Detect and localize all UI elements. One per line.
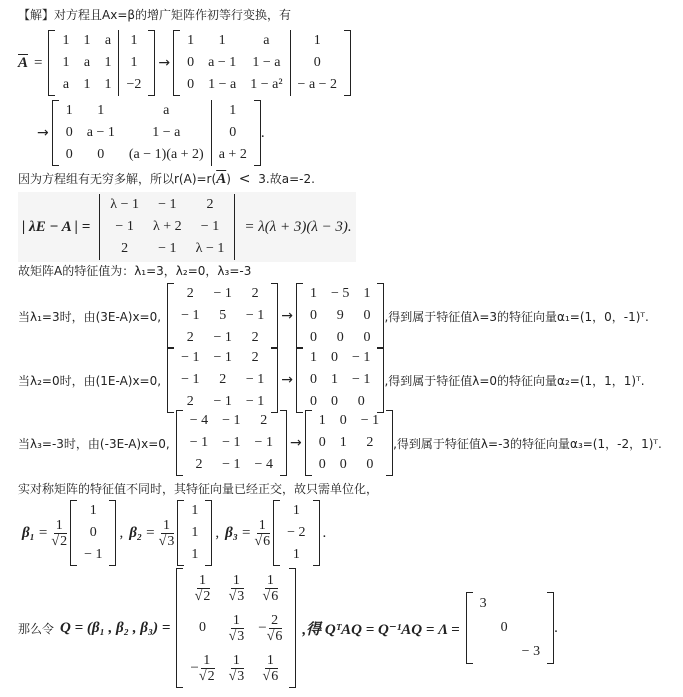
left-bracket bbox=[296, 347, 303, 413]
beta-name: β₃ bbox=[225, 524, 238, 541]
left-bracket bbox=[167, 283, 174, 349]
matrix-cell bbox=[473, 616, 494, 640]
matrix-cell: − 4 bbox=[254, 457, 273, 472]
unit-vectors-row bbox=[22, 500, 332, 566]
right-bracket bbox=[344, 30, 351, 96]
right-bracket bbox=[377, 347, 384, 413]
left-bracket bbox=[48, 30, 55, 96]
q-definition: Q = (β₁ , β₂ , β₃) = bbox=[60, 619, 171, 636]
matrix-cell: − 1 bbox=[213, 286, 232, 301]
matrix-grid bbox=[103, 194, 231, 260]
matrix-cell: 1 bbox=[97, 103, 105, 118]
equals-sign: = bbox=[241, 524, 251, 541]
matrix-cell: 1 bbox=[211, 100, 254, 122]
matrix-cell: 2 bbox=[186, 394, 194, 409]
matrix-cell: 2 bbox=[206, 197, 214, 212]
matrix-cell: λ + 2 bbox=[152, 219, 182, 234]
reduction-row-2 bbox=[34, 100, 265, 166]
matrix-cell: a − 1 bbox=[86, 125, 115, 140]
case-2-reduced bbox=[296, 347, 384, 413]
matrix-cell: − 1 bbox=[222, 413, 241, 428]
char-poly-row bbox=[18, 192, 356, 262]
arrow-icon: → bbox=[281, 308, 294, 324]
matrix-cell: 0 bbox=[500, 620, 508, 635]
case-1-row bbox=[18, 283, 649, 349]
matrix-cell: 1 − a bbox=[152, 125, 181, 140]
matrix-cell: − 1 bbox=[181, 372, 200, 387]
matrix-cell bbox=[183, 568, 221, 608]
matrix-cell: 1 bbox=[191, 503, 199, 518]
intro-line bbox=[18, 6, 291, 23]
arrow-icon: → bbox=[289, 435, 302, 451]
matrix-cell: 2 bbox=[251, 286, 259, 301]
numerator: 1 bbox=[266, 652, 274, 668]
equals-sign: = bbox=[38, 524, 48, 541]
matrix-cell: a bbox=[104, 33, 112, 48]
matrix-cell: 1 − a bbox=[208, 77, 237, 92]
numerator: 1 bbox=[232, 652, 240, 668]
rank-a-bar: $\overline{A}$ bbox=[216, 171, 227, 187]
arrow-icon: → bbox=[281, 372, 294, 388]
matrix-cell: 1 bbox=[119, 30, 148, 52]
matrix-cell: 1 bbox=[218, 33, 226, 48]
final-pre-text: 那么令 bbox=[18, 621, 55, 636]
matrix-cell: a bbox=[83, 55, 91, 70]
matrix-cell: λ − 1 bbox=[195, 241, 225, 256]
matrix-cell: 1 bbox=[292, 503, 300, 518]
beta-vector bbox=[273, 500, 319, 566]
numerator: 1 bbox=[55, 517, 63, 533]
matrix-grid bbox=[303, 347, 377, 413]
minus-sign: − bbox=[190, 659, 199, 676]
denominator: √6 bbox=[254, 533, 271, 549]
matrix-cell: 0 bbox=[366, 457, 374, 472]
left-bracket bbox=[173, 30, 180, 96]
matrix-cell: − 1 bbox=[352, 372, 371, 387]
matrix-cell: 1 bbox=[62, 33, 70, 48]
matrix-grid bbox=[77, 500, 109, 566]
denominator: √2 bbox=[198, 668, 215, 684]
q-matrix bbox=[176, 568, 296, 688]
augmented-matrix bbox=[48, 30, 155, 96]
matrix-cell: − 1 bbox=[352, 350, 371, 365]
matrix-cell: a bbox=[62, 77, 70, 92]
right-bracket bbox=[377, 283, 384, 349]
separator: . bbox=[322, 524, 327, 541]
matrix-cell: 1 bbox=[292, 547, 300, 562]
fraction bbox=[263, 573, 279, 604]
matrix-grid bbox=[174, 347, 271, 413]
matrix-cell: − 1 bbox=[254, 435, 273, 450]
matrix-cell: 1 bbox=[331, 372, 339, 387]
case-3-matrix bbox=[176, 410, 287, 476]
fraction bbox=[195, 573, 211, 604]
matrix-cell bbox=[222, 648, 252, 688]
minus-sign: − bbox=[258, 619, 267, 636]
matrix-cell: 0 bbox=[310, 330, 318, 345]
matrix-cell: a bbox=[163, 103, 170, 118]
equals-sign: = bbox=[34, 54, 43, 71]
denominator: √6 bbox=[262, 588, 279, 604]
rank-text-pre: 因为方程组有无穷多解，所以r(A)=r( bbox=[18, 172, 217, 186]
numerator: 1 bbox=[162, 517, 170, 533]
fraction bbox=[258, 613, 282, 644]
right-bracket bbox=[280, 410, 287, 476]
denominator: √3 bbox=[158, 533, 175, 549]
matrix-grid bbox=[303, 283, 377, 349]
right-bracket bbox=[148, 30, 155, 96]
denominator: √2 bbox=[194, 588, 211, 604]
numerator: 1 bbox=[199, 572, 206, 588]
right-bracket bbox=[254, 100, 261, 166]
case-2-text: 当λ₂=0时，由(1E-A)x=0, bbox=[18, 373, 162, 388]
numerator: 2 bbox=[271, 612, 279, 628]
beta-vector bbox=[70, 500, 116, 566]
fraction bbox=[190, 653, 214, 684]
denominator: √3 bbox=[228, 588, 245, 604]
matrix-cell: 1 bbox=[310, 286, 318, 301]
case-3-text: 当λ₃=-3时，由(-3E-A)x=0, bbox=[18, 436, 170, 451]
matrix-grid bbox=[312, 410, 386, 476]
matrix-cell: 0 bbox=[357, 394, 365, 409]
denominator: √6 bbox=[266, 628, 283, 644]
matrix-cell: 1 bbox=[191, 547, 199, 562]
left-bracket bbox=[99, 194, 100, 260]
matrix-cell: − 4 bbox=[189, 413, 209, 428]
left-bracket bbox=[296, 283, 303, 349]
matrix-cell: (a − 1)(a + 2) bbox=[128, 147, 204, 162]
matrix-cell: − 1 bbox=[213, 350, 232, 365]
matrix-cell: 0 bbox=[331, 394, 339, 409]
matrix-cell: 0 bbox=[318, 457, 326, 472]
matrix-cell: 1 − a bbox=[252, 55, 281, 70]
left-bracket bbox=[273, 500, 280, 566]
right-bracket bbox=[205, 500, 212, 566]
case-1-reduced bbox=[296, 283, 384, 349]
matrix-cell: 0 bbox=[363, 308, 371, 323]
matrix-cell bbox=[494, 640, 515, 664]
case-3-row bbox=[18, 410, 662, 476]
eigenvalues-line: 故矩阵A的特征值为：λ₁=3，λ₂=0，λ₃=-3 bbox=[18, 264, 252, 278]
matrix-grid bbox=[473, 592, 547, 664]
matrix-cell bbox=[515, 616, 547, 640]
case-1-matrix bbox=[167, 283, 278, 349]
left-bracket bbox=[176, 568, 183, 688]
matrix-cell bbox=[222, 568, 252, 608]
matrix-cell: 1 bbox=[83, 33, 91, 48]
rank-text-tail: 3.故a=-2. bbox=[254, 172, 315, 186]
case-2-row bbox=[18, 347, 645, 413]
matrix-cell: 2 bbox=[186, 330, 194, 345]
matrix-cell: 0 bbox=[339, 457, 347, 472]
matrix-cell: − 1 bbox=[222, 457, 241, 472]
fraction bbox=[51, 518, 67, 549]
matrix-cell: − 1 bbox=[115, 219, 134, 234]
matrix-cell: − 1 bbox=[222, 435, 241, 450]
matrix-cell: − 1 bbox=[181, 308, 200, 323]
matrix-cell: 0 bbox=[97, 147, 105, 162]
arrow-icon: → bbox=[158, 55, 171, 71]
rank-text-post: ) bbox=[226, 172, 231, 186]
left-bracket bbox=[177, 500, 184, 566]
separator: , bbox=[215, 524, 220, 541]
matrix-cell bbox=[222, 608, 252, 648]
matrix-cell: − 1 bbox=[84, 547, 103, 562]
intro-text: 对方程且Ax=β的增广矩阵作初等行变换，有 bbox=[54, 8, 292, 22]
left-bracket bbox=[52, 100, 59, 166]
matrix-cell: − 3 bbox=[521, 644, 541, 659]
matrix-cell: 1 bbox=[363, 286, 371, 301]
numerator: 1 bbox=[266, 572, 274, 588]
matrix-cell: 0 bbox=[211, 122, 254, 144]
matrix-cell: 2 bbox=[366, 435, 374, 450]
matrix-cell: − 1 bbox=[200, 219, 220, 234]
matrix-cell: 1 bbox=[310, 350, 318, 365]
matrix-cell: 2 bbox=[219, 372, 227, 387]
matrix-cell: 0 bbox=[310, 372, 318, 387]
char-poly-rhs: = λ(λ + 3)(λ − 3). bbox=[244, 218, 352, 235]
matrix-cell: 0 bbox=[336, 330, 344, 345]
matrix-cell bbox=[251, 608, 289, 648]
beta-name: β₂ bbox=[129, 524, 143, 541]
numerator: 1 bbox=[258, 517, 266, 533]
matrix-cell: − 1 bbox=[181, 350, 200, 365]
matrix-cell bbox=[183, 648, 221, 688]
matrix-cell: 0 bbox=[65, 147, 73, 162]
matrix-cell: 1 bbox=[89, 503, 97, 518]
fraction bbox=[263, 653, 279, 684]
numerator: 1 bbox=[232, 612, 240, 628]
matrix-cell: 2 bbox=[186, 286, 194, 301]
matrix-grid bbox=[183, 410, 280, 476]
matrix-cell: − 2 bbox=[287, 525, 306, 540]
matrix-cell bbox=[251, 568, 289, 608]
matrix-cell: 1 − a² bbox=[250, 77, 283, 92]
left-bracket bbox=[70, 500, 77, 566]
matrix-cell: 0 bbox=[187, 55, 195, 70]
left-bracket bbox=[167, 347, 174, 413]
left-bracket bbox=[176, 410, 183, 476]
denominator: √3 bbox=[228, 628, 245, 644]
right-bracket bbox=[547, 592, 554, 664]
matrix-cell: − a − 2 bbox=[290, 74, 344, 96]
matrix-cell: − 1 bbox=[360, 413, 380, 428]
char-poly-lhs: | λE − A | = bbox=[22, 218, 91, 235]
diagonalization-eq: ,得 QᵀAQ = Q⁻¹AQ = Λ = bbox=[302, 621, 460, 638]
fraction bbox=[159, 518, 175, 549]
beta-vector bbox=[177, 500, 212, 566]
right-bracket bbox=[271, 283, 278, 349]
matrix-cell: 5 bbox=[219, 308, 227, 323]
matrix-cell: 2 bbox=[260, 413, 268, 428]
reduced-matrix-1 bbox=[173, 30, 351, 96]
matrix-grid bbox=[180, 30, 344, 96]
matrix-grid bbox=[184, 500, 205, 566]
matrix-cell: 1 bbox=[191, 525, 199, 540]
reduced-matrix-2 bbox=[52, 100, 261, 166]
matrix-cell: 0 bbox=[199, 620, 206, 635]
matrix-cell: 1 bbox=[318, 413, 326, 428]
matrix-cell: − 1 bbox=[213, 330, 232, 345]
denominator: √3 bbox=[228, 668, 245, 684]
matrix-cell: 2 bbox=[251, 330, 259, 345]
right-bracket bbox=[289, 568, 296, 688]
lambda-matrix bbox=[466, 592, 554, 664]
matrix-cell: − 1 bbox=[245, 308, 265, 323]
matrix-cell: − 1 bbox=[245, 372, 265, 387]
matrix-cell: λ − 1 bbox=[110, 197, 139, 212]
matrix-cell: 0 bbox=[310, 308, 318, 323]
reduction-row-1 bbox=[18, 30, 351, 96]
matrix-grid bbox=[174, 283, 271, 349]
matrix-cell: 0 bbox=[339, 413, 347, 428]
matrix-cell: 1 bbox=[339, 435, 347, 450]
final-row bbox=[18, 568, 558, 688]
char-poly-determinant bbox=[96, 194, 238, 260]
fraction bbox=[229, 613, 245, 644]
solution-tag: 【解】 bbox=[18, 8, 55, 22]
matrix-grid bbox=[55, 30, 148, 96]
matrix-cell: − 1 bbox=[189, 435, 209, 450]
a-bar-symbol: $\overline{A}$ bbox=[18, 54, 29, 71]
matrix-cell: 1 bbox=[119, 52, 148, 74]
matrix-cell: 3 bbox=[479, 596, 487, 611]
matrix-cell: 1 bbox=[290, 30, 344, 52]
arrow-icon: → bbox=[37, 125, 49, 141]
less-than-sign: < bbox=[238, 171, 251, 187]
denominator: √6 bbox=[262, 668, 279, 684]
separator: , bbox=[119, 524, 124, 541]
right-bracket bbox=[234, 194, 235, 260]
matrix-cell: 0 bbox=[89, 525, 97, 540]
right-bracket bbox=[271, 347, 278, 413]
matrix-cell bbox=[251, 648, 289, 688]
matrix-cell: 1 bbox=[83, 77, 91, 92]
case-1-result: ,得到属于特征值λ=3的特征向量α₁=(1，0，-1)ᵀ. bbox=[384, 309, 649, 324]
matrix-cell: 2 bbox=[195, 457, 203, 472]
matrix-cell: 2 bbox=[121, 241, 129, 256]
period: . bbox=[260, 124, 265, 141]
right-bracket bbox=[386, 410, 393, 476]
matrix-grid bbox=[280, 500, 312, 566]
case-2-matrix bbox=[167, 347, 278, 413]
fraction bbox=[254, 518, 270, 549]
case-3-result: ,得到属于特征值λ=-3的特征向量α₃=(1，-2，1)ᵀ. bbox=[393, 436, 662, 451]
fraction bbox=[229, 653, 245, 684]
matrix-cell: 1 bbox=[104, 77, 112, 92]
denominator: √2 bbox=[51, 533, 68, 549]
right-bracket bbox=[109, 500, 116, 566]
equals-sign: = bbox=[146, 524, 155, 541]
numerator: 1 bbox=[203, 652, 211, 668]
matrix-grid bbox=[59, 100, 254, 166]
orthogonal-note: 实对称矩阵的特征值不同时，其特征向量已经正交，故只需单位化， bbox=[18, 482, 379, 496]
fraction bbox=[229, 573, 245, 604]
matrix-cell: 9 bbox=[336, 308, 344, 323]
matrix-cell: − 1 bbox=[158, 197, 177, 212]
beta-name: β₁ bbox=[22, 524, 35, 541]
matrix-cell: a + 2 bbox=[211, 144, 254, 166]
case-3-reduced bbox=[305, 410, 393, 476]
case-1-text: 当λ₁=3时，由(3E-A)x=0, bbox=[18, 309, 162, 324]
right-bracket bbox=[313, 500, 320, 566]
left-bracket bbox=[305, 410, 312, 476]
case-2-result: ,得到属于特征值λ=0的特征向量α₂=(1，1，1)ᵀ. bbox=[384, 373, 645, 388]
rank-line bbox=[18, 170, 315, 188]
matrix-cell: 2 bbox=[251, 350, 259, 365]
matrix-cell bbox=[473, 640, 494, 664]
matrix-cell: 0 bbox=[65, 125, 73, 140]
matrix-cell: a − 1 bbox=[208, 55, 237, 70]
matrix-cell: − 1 bbox=[213, 394, 232, 409]
matrix-cell: 0 bbox=[363, 330, 371, 345]
matrix-cell: 1 bbox=[62, 55, 70, 70]
final-period: . bbox=[554, 619, 558, 636]
matrix-cell: − 1 bbox=[158, 241, 177, 256]
matrix-cell: 1 bbox=[65, 103, 73, 118]
matrix-cell: − 5 bbox=[331, 286, 350, 301]
matrix-cell: 0 bbox=[331, 350, 339, 365]
matrix-grid bbox=[183, 568, 289, 688]
matrix-cell bbox=[494, 592, 515, 616]
matrix-cell bbox=[515, 592, 547, 616]
matrix-cell: −2 bbox=[119, 74, 148, 96]
matrix-cell: 1 bbox=[104, 55, 112, 70]
matrix-cell: 0 bbox=[187, 77, 195, 92]
matrix-cell: a bbox=[263, 33, 270, 48]
matrix-cell: 1 bbox=[187, 33, 195, 48]
matrix-cell: 0 bbox=[318, 435, 326, 450]
left-bracket bbox=[466, 592, 473, 664]
numerator: 1 bbox=[232, 572, 240, 588]
matrix-cell: − 1 bbox=[245, 394, 265, 409]
matrix-cell: 0 bbox=[310, 394, 318, 409]
matrix-cell: 0 bbox=[290, 52, 344, 74]
